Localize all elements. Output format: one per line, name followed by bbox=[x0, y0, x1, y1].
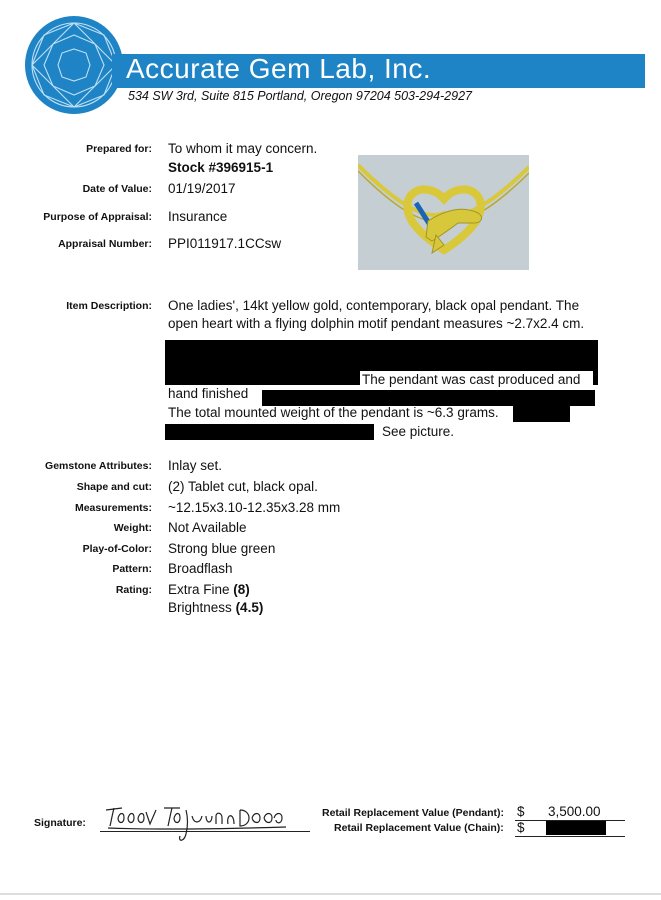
redaction-block bbox=[165, 340, 598, 371]
description-line-5: The total mounted weight of the pendant is ~6.3 grams. bbox=[168, 405, 499, 420]
redaction-block bbox=[513, 406, 570, 422]
shape-cut-value: (2) Tablet cut, black opal. bbox=[168, 479, 318, 494]
weight-label: Weight: bbox=[113, 522, 152, 534]
shape-cut-label: Shape and cut: bbox=[76, 481, 152, 493]
rating-text: Extra Fine bbox=[168, 582, 230, 597]
gemstone-attributes-label: Gemstone Attributes: bbox=[45, 460, 152, 472]
gem-logo-icon bbox=[24, 15, 124, 115]
appraisal-number: PPI011917.1CCsw bbox=[168, 236, 282, 251]
chain-currency: $ bbox=[517, 820, 525, 835]
measurements-value: ~12.15x3.10-12.35x3.28 mm bbox=[168, 500, 341, 515]
signature-image bbox=[102, 800, 292, 844]
pendant-photo bbox=[358, 155, 529, 270]
measurements-label: Measurements: bbox=[74, 502, 152, 514]
pendant-currency: $ bbox=[517, 804, 525, 819]
chain-value-label: Retail Replacement Value (Chain): bbox=[334, 822, 504, 834]
brightness-value bbox=[168, 600, 263, 615]
rating-label: Rating: bbox=[115, 584, 152, 596]
redaction-block bbox=[546, 821, 606, 835]
description-line-1: One ladies', 14kt yellow gold, contemporary, black opal pendant. The bbox=[168, 298, 580, 313]
rating-value bbox=[168, 582, 250, 597]
company-address: 534 SW 3rd, Suite 815 Portland, Oregon 97204 503-294-2927 bbox=[128, 89, 472, 103]
redaction-block bbox=[262, 390, 595, 406]
description-line-6: See picture. bbox=[382, 424, 455, 439]
play-of-color-label: Play-of-Color: bbox=[82, 543, 152, 555]
play-of-color-value: Strong blue green bbox=[168, 541, 276, 556]
appraisal-number-label: Appraisal Number: bbox=[58, 238, 152, 250]
description-line-4: hand finished bbox=[168, 386, 249, 401]
brightness-text: Brightness bbox=[168, 600, 232, 615]
signature-label: Signature: bbox=[34, 817, 86, 829]
pendant-value: 3,500.00 bbox=[548, 804, 601, 819]
prepared-for-value: To whom it may concern. bbox=[168, 141, 318, 156]
rating-number: (8) bbox=[233, 582, 250, 597]
gemstone-attributes: Inlay set. bbox=[168, 458, 223, 473]
page-bottom-edge bbox=[0, 893, 661, 895]
redaction-block bbox=[165, 424, 374, 440]
pendant-value-label: Retail Replacement Value (Pendant): bbox=[322, 807, 505, 819]
date-of-value: 01/19/2017 bbox=[168, 181, 236, 196]
description-line-3: The pendant was cast produced and bbox=[362, 372, 581, 387]
redaction-block bbox=[593, 371, 598, 385]
chain-value-line bbox=[515, 836, 625, 837]
description-line-2: open heart with a flying dolphin motif pendant measures ~2.7x2.4 cm. bbox=[168, 316, 585, 331]
pattern-value: Broadflash bbox=[168, 561, 233, 576]
signature-script-text: Tiooo V. To Juan DGGG bbox=[102, 800, 113, 801]
purpose-value: Insurance bbox=[168, 209, 228, 224]
purpose-label: Purpose of Appraisal: bbox=[43, 211, 152, 223]
brightness-number: (4.5) bbox=[235, 600, 264, 615]
pattern-label: Pattern: bbox=[112, 563, 152, 575]
prepared-for-label: Prepared for: bbox=[86, 143, 152, 155]
redaction-block bbox=[165, 371, 360, 385]
item-description-label: Item Description: bbox=[66, 300, 152, 312]
date-of-value-label: Date of Value: bbox=[82, 183, 152, 195]
company-name: Accurate Gem Lab, Inc. bbox=[126, 53, 432, 84]
signature-line bbox=[100, 831, 310, 832]
weight-value: Not Available bbox=[168, 520, 247, 535]
stock-number: Stock #396915-1 bbox=[168, 160, 274, 175]
